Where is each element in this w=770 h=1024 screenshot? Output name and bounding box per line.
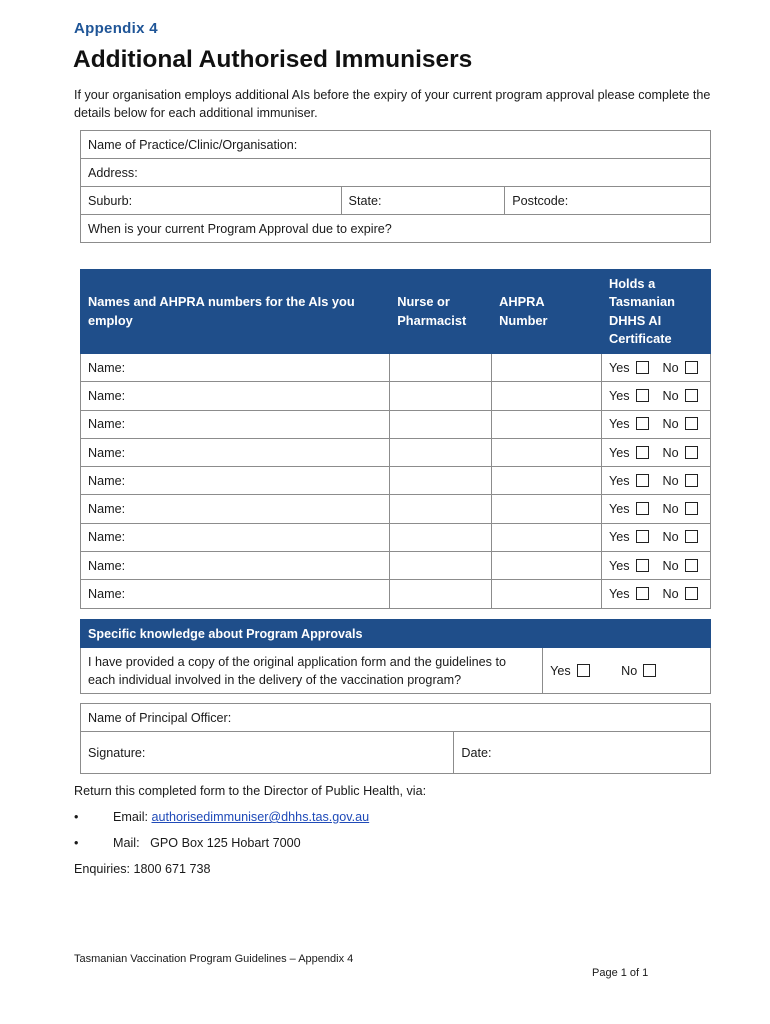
- no-checkbox[interactable]: [685, 587, 698, 600]
- certificate-answer: [602, 438, 711, 466]
- yes-checkbox[interactable]: [636, 474, 649, 487]
- ahpra-number-field[interactable]: [492, 580, 602, 608]
- yes-checkbox[interactable]: [636, 559, 649, 572]
- address-field[interactable]: Address:: [81, 159, 711, 187]
- no-label: No: [662, 445, 679, 460]
- role-field[interactable]: [390, 495, 492, 523]
- state-field[interactable]: State:: [341, 187, 505, 215]
- immuniser-name-field[interactable]: Name:: [81, 580, 390, 608]
- immuniser-name-field[interactable]: Name:: [81, 467, 390, 495]
- no-label: No: [662, 530, 679, 545]
- immuniser-name-field[interactable]: Name:: [81, 552, 390, 580]
- no-checkbox[interactable]: [685, 502, 698, 515]
- enquiries-text: Enquiries: 1800 671 738: [74, 862, 211, 876]
- no-checkbox[interactable]: [685, 474, 698, 487]
- ahpra-number-field[interactable]: [492, 495, 602, 523]
- no-label: No: [662, 473, 679, 488]
- email-link[interactable]: authorisedimmuniser@dhhs.tas.gov.au: [151, 810, 370, 824]
- no-label: No: [662, 558, 679, 573]
- postcode-field[interactable]: Postcode:: [505, 187, 711, 215]
- ahpra-number-field[interactable]: [492, 382, 602, 410]
- approval-expiry-field[interactable]: When is your current Program Approval due to expire?: [81, 215, 711, 243]
- yes-checkbox[interactable]: [636, 417, 649, 430]
- certificate-answer: [602, 523, 711, 551]
- role-field[interactable]: [390, 354, 492, 382]
- no-label: No: [662, 417, 679, 432]
- role-field[interactable]: [390, 552, 492, 580]
- yes-label: Yes: [550, 663, 571, 678]
- principal-officer-table: [80, 703, 711, 774]
- yes-label: Yes: [609, 445, 630, 460]
- yes-checkbox[interactable]: [636, 530, 649, 543]
- immuniser-name-field[interactable]: Name:: [81, 438, 390, 466]
- return-instructions: Return this completed form to the Director of Public Health, via:: [74, 784, 427, 798]
- col-header-ahpra: AHPRA Number: [492, 270, 602, 354]
- yes-label: Yes: [609, 530, 630, 545]
- ahpra-number-field[interactable]: [492, 438, 602, 466]
- no-checkbox[interactable]: [685, 559, 698, 572]
- table-row: [81, 523, 711, 551]
- no-checkbox[interactable]: [643, 664, 656, 677]
- appendix-label: Appendix 4: [74, 20, 158, 37]
- no-checkbox[interactable]: [685, 417, 698, 430]
- immuniser-name-field[interactable]: Name:: [81, 382, 390, 410]
- principal-officer-field[interactable]: Name of Principal Officer:: [81, 704, 711, 732]
- table-row: [81, 552, 711, 580]
- yes-checkbox[interactable]: [636, 446, 649, 459]
- no-label: No: [662, 587, 679, 602]
- suburb-field[interactable]: Suburb:: [81, 187, 342, 215]
- table-row: [81, 467, 711, 495]
- col-header-names: Names and AHPRA numbers for the AIs you employ: [81, 270, 390, 354]
- yes-label: Yes: [609, 388, 630, 403]
- practice-details-table: [80, 130, 711, 243]
- no-label: No: [662, 388, 679, 403]
- table-row: [81, 382, 711, 410]
- table-row: [81, 580, 711, 608]
- no-label: No: [662, 502, 679, 517]
- no-checkbox[interactable]: [685, 530, 698, 543]
- knowledge-question: I have provided a copy of the original application form and the guidelines to each individual involved in the delivery of the vaccination program?: [81, 648, 543, 694]
- email-label: Email:: [113, 810, 148, 824]
- ahpra-number-field[interactable]: [492, 523, 602, 551]
- ahpra-number-field[interactable]: [492, 410, 602, 438]
- table-row: [81, 354, 711, 382]
- knowledge-answer: [543, 648, 711, 694]
- page-number: Page 1 of 1: [592, 967, 649, 979]
- intro-text: If your organisation employs additional AIs before the expiry of your current program approval please complete the details below for each additional immuniser.: [74, 88, 711, 120]
- no-label: No: [621, 663, 638, 678]
- page-title: Additional Authorised Immunisers: [73, 46, 473, 73]
- table-row: [81, 495, 711, 523]
- certificate-answer: [602, 354, 711, 382]
- yes-label: Yes: [609, 417, 630, 432]
- program-knowledge-table: [80, 619, 711, 694]
- immuniser-name-field[interactable]: Name:: [81, 410, 390, 438]
- yes-label: Yes: [609, 502, 630, 517]
- col-header-certificate: Holds a Tasmanian DHHS AI Certificate: [602, 270, 711, 354]
- ahpra-number-field[interactable]: [492, 467, 602, 495]
- yes-checkbox[interactable]: [577, 664, 590, 677]
- certificate-answer: [602, 382, 711, 410]
- bullet-icon: •: [74, 836, 79, 850]
- table-row: [81, 410, 711, 438]
- yes-checkbox[interactable]: [636, 389, 649, 402]
- date-field[interactable]: Date:: [454, 732, 711, 774]
- yes-label: Yes: [609, 473, 630, 488]
- certificate-answer: [602, 580, 711, 608]
- immuniser-name-field[interactable]: Name:: [81, 523, 390, 551]
- mail-label: Mail:: [113, 836, 140, 850]
- ahpra-number-field[interactable]: [492, 354, 602, 382]
- certificate-answer: [602, 467, 711, 495]
- yes-label: Yes: [609, 587, 630, 602]
- certificate-answer: [602, 495, 711, 523]
- role-field[interactable]: [390, 467, 492, 495]
- role-field[interactable]: [390, 410, 492, 438]
- yes-checkbox[interactable]: [636, 361, 649, 374]
- signature-field[interactable]: Signature:: [81, 732, 454, 774]
- role-field[interactable]: [390, 382, 492, 410]
- col-header-role: Nurse or Pharmacist: [390, 270, 492, 354]
- role-field[interactable]: [390, 438, 492, 466]
- yes-label: Yes: [609, 360, 630, 375]
- table-row: [81, 438, 711, 466]
- footer-document-title: Tasmanian Vaccination Program Guidelines – Appendix 4: [74, 953, 354, 965]
- mail-bullet: [74, 836, 301, 850]
- no-label: No: [662, 360, 679, 375]
- immuniser-name-field[interactable]: Name:: [81, 354, 390, 382]
- certificate-answer: [602, 410, 711, 438]
- bullet-icon: •: [74, 810, 79, 824]
- role-field[interactable]: [390, 580, 492, 608]
- email-bullet: [74, 810, 369, 824]
- mail-address: GPO Box 125 Hobart 7000: [150, 836, 301, 850]
- no-checkbox[interactable]: [685, 361, 698, 374]
- immuniser-name-field[interactable]: Name:: [81, 495, 390, 523]
- practice-name-field[interactable]: Name of Practice/Clinic/Organisation:: [81, 131, 711, 159]
- role-field[interactable]: [390, 523, 492, 551]
- yes-checkbox[interactable]: [636, 587, 649, 600]
- no-checkbox[interactable]: [685, 389, 698, 402]
- knowledge-heading: Specific knowledge about Program Approvals: [81, 620, 711, 648]
- no-checkbox[interactable]: [685, 446, 698, 459]
- yes-checkbox[interactable]: [636, 502, 649, 515]
- additional-immunisers-table: [80, 269, 711, 609]
- ahpra-number-field[interactable]: [492, 552, 602, 580]
- certificate-answer: [602, 552, 711, 580]
- yes-label: Yes: [609, 558, 630, 573]
